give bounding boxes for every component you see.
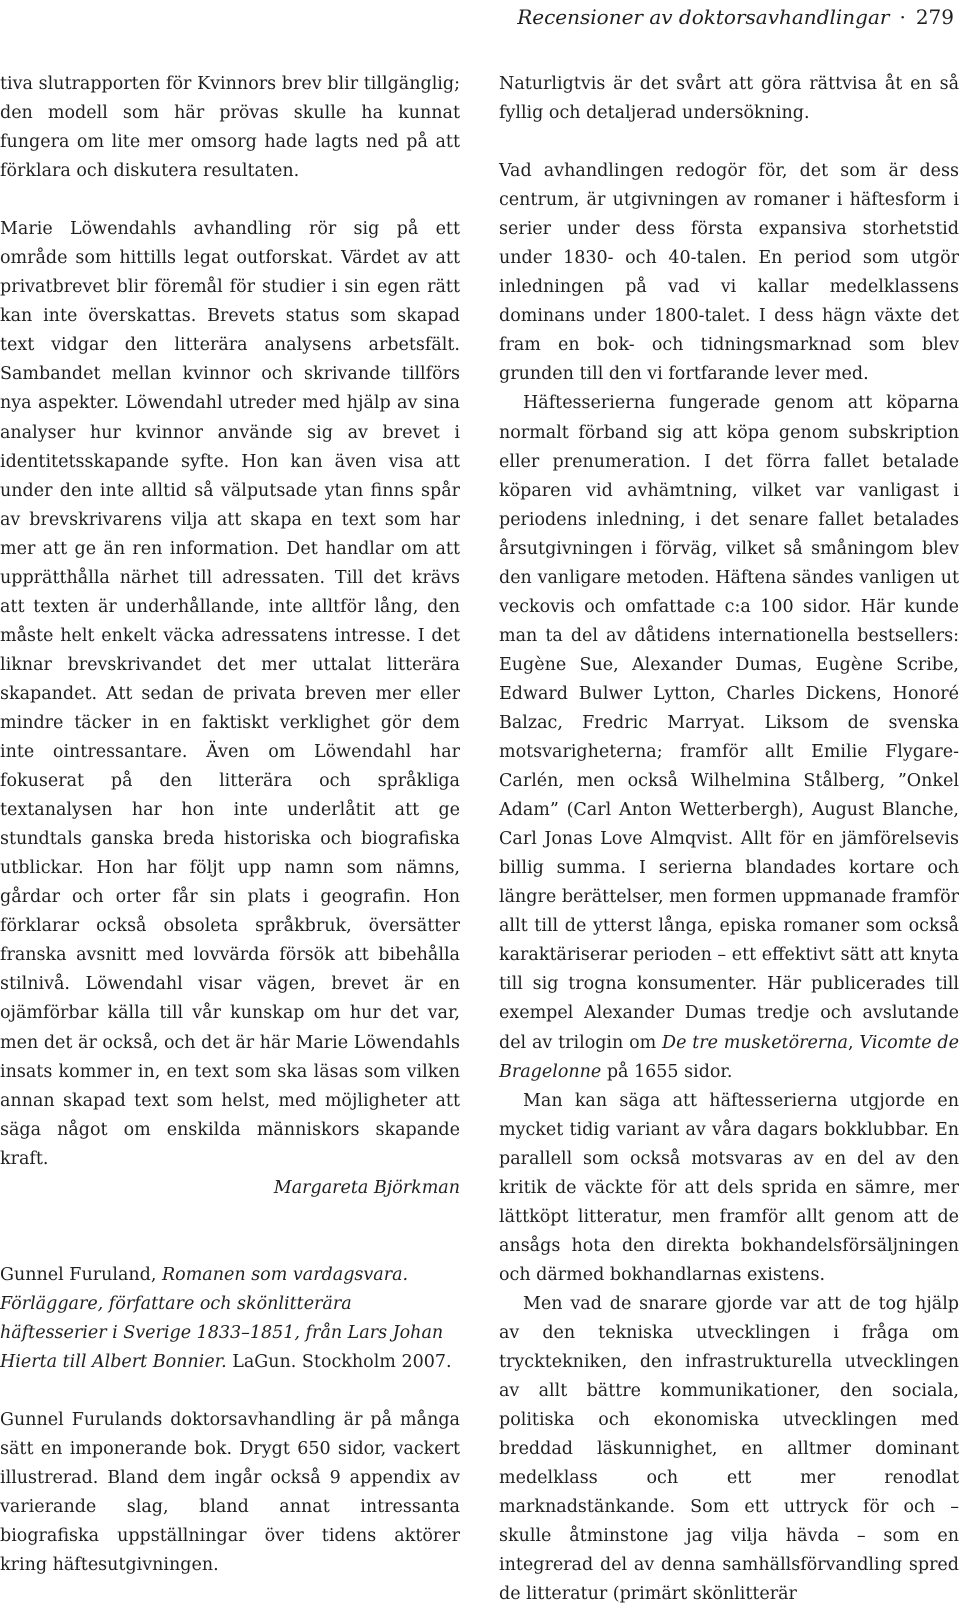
right-paragraph-4: Man kan säga att häftesserierna utgjorde en mycket tidig variant av våra dagars bokklubbar. En parallell som också motsvaras av en del av den kritik de väckte för att dels sprida en sämre, mer lättköpt litteratur, men framför allt genom att de ansågs hota den direkta bokhandelsförsäljningen och därmed bokhandlarnas existens. [499,1090,959,1285]
book-title: Romanen som vardagsvara. Förläggare, författare och skönlitterära häftesserier i Sverige 1833–1851, från Lars Johan Hierta till Albert Bonnier. [0,1264,444,1372]
book-author: Gunnel Furuland, [0,1264,162,1285]
right-paragraph-2: Vad avhandlingen redogör för, det som är dess centrum, är utgivningen av romaner i häftesform i serier under dess första expansiva storhetstid under 1830- och 40-talen. En period som utgör inledningen på vad vi kallar medelklassens dominans under 1800-talet. I dess hägn växte det fram en bok- och tidningsmarknad som blev grunden till den vi fortfarande lever med. [499,161,959,385]
left-paragraph-3: Gunnel Furulands doktorsavhandling är på många sätt en imponerande bok. Drygt 650 sidor, vackert illustrerad. Bland dem ingår också 9 appendix av varierande slag, bland annat intressanta biografiska uppställningar över tidens aktörer kring häftesutgivningen. [0,1409,460,1576]
work-title-2: Vicomte de Bragelonne [499,1032,959,1082]
right-paragraph-5: Men vad de snarare gjorde var att de tog hjälp av den tekniska utvecklingen i fråga om trycktekniken, den infrastrukturella utvecklingen av allt bättre kommunikationer, den sociala, politiska och ekonomiska utvecklingen med breddad läskunnighet, en alltmer dominant medelklass och ett mer renodlat marknadstänkande. Som ett uttryck för och – skulle åtminstone jag vilja hävda – som en integrerad del av denna samhällsförvandling spred de litteratur (primärt skönlitterär [499,1293,959,1605]
work-title-1: De tre musketörerna [662,1032,848,1053]
page-number: 279 [915,5,954,29]
book-reference [0,1261,460,1377]
running-title: Recensioner av doktorsavhandlingar [517,5,890,29]
right-column [499,70,959,1609]
running-header [0,4,954,30]
right-paragraph-3-text: Häftesserierna fungerade genom att köparna normalt förband sig att köpa genom subskription eller prenumeration. I det förra fallet betalade köparen vid avhämtning, vilket var vanligast i periodens inledning, i det senare fallet betalades årsutgivningen i förväg, vilket så småningom blev den vanligare metoden. Häftena sändes vanligen ut veckovis och omfattade c:a 100 sidor. Här kunde man ta del av dåtidens internationella bestsellers: Eugène Sue, Alexander Dumas, Eugène Scribe, Edward Bulwer Lytton, Charles Dickens, Honoré Balzac, Fredric Marryat. Liksom de svenska motsvarigheterna; framför allt Emilie Flygare-Carlén, men också Wilhelmina Stålberg, ”Onkel Adam” (Carl Anton Wetterbergh), August Blanche, Carl Jonas Love Almqvist. Allt för en jämförelsevis billig summa. I serierna blandades kortare och längre berättelser, men formen uppmanade framför allt till de ytterst långa, episka romaner som också karaktäriserar perioden – ett effektivt sätt att knyta till sig trogna konsumenter. Här publicerades till exempel Alexander Dumas tredje och avslutande del av trilogin om [499,393,959,1053]
right-paragraph-3-end: på 1655 sidor. [601,1061,733,1082]
left-column [0,70,460,1580]
review-signature: Margareta Björkman [273,1177,460,1198]
left-paragraph-2: Marie Löwendahls avhandling rör sig på ett område som hittills legat outforskat. Värdet av att privatbrevet blir föremål för studier i sin egen rätt kan inte överskattas. Brevets status som skapad text vidgar den litterära analysens arbetsfält. Sambandet mellan kvinnor och skrivande tillförs nya aspekter. Löwendahl utreder med hjälp av sina analyser hur kvinnor använde sig av brevet i identitetsskapande syfte. Hon kan även visa att under den inte alltid så välputsade ytan finns spår av brevskrivarens vilja att skapa en text som har mer att ge än ren information. Det handlar om att upprätthålla närhet till adressaten. Till det krävs att texten är underhållande, inte alltför lång, den måste helt enkelt väcka adressatens intresse. I det liknar brevskrivandet det mer uttalat litterära skapandet. Att sedan de privata breven mer eller mindre täcker in en faktiskt verklighet gör dem inte ointressantare. Även om Löwendahl har fokuserat på den litterära och språkliga textanalysen har hon inte underlåtit att ge stundtals ganska breda historiska och biografiska utblickar. Hon har följt upp namn som nämns, gårdar och orter får sin plats i geografin. Hon förklarar också obsoleta språkbruk, översätter franska avsnitt med lovvärda försök att bibehålla stilnivå. Löwendahl visar vägen, brevet är en ojämförbar källa till vår kunskap om hur det var, men det är också, och det är här Marie Löwendahls insats kommer in, en text som ska läsas som vilken annan skapad text som helst, med möjligheter att säga något om enskilda människors skapande kraft. [0,219,460,1169]
right-paragraph-3 [499,389,959,1086]
header-separator: · [899,5,906,29]
book-publisher: LaGun. Stockholm 2007. [226,1351,452,1372]
left-paragraph-1: tiva slutrapporten för Kvinnors brev blir tillgänglig; den modell som här prövas skulle ha kunnat fungera om lite mer omsorg hade lagts ned på att förklara och diskutera resultaten. [0,74,460,182]
title-separator: , [847,1032,860,1053]
right-paragraph-1: Naturligtvis är det svårt att göra rättvisa åt en så fyllig och detaljerad undersökning. [499,74,959,124]
